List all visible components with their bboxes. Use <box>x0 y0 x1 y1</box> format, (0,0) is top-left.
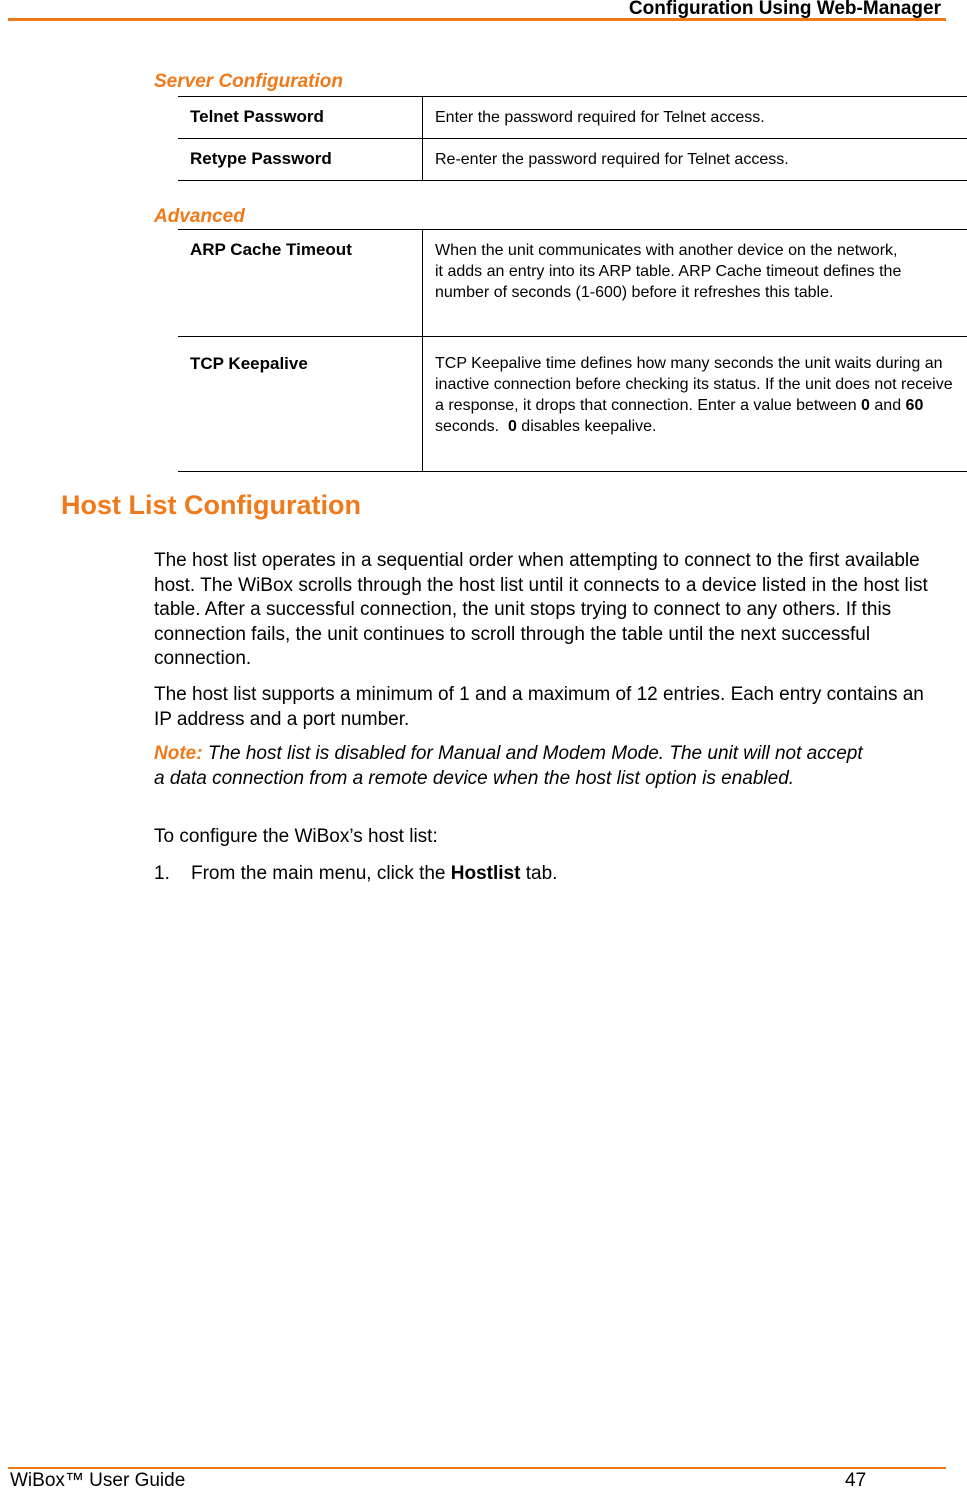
table-row <box>178 337 967 472</box>
table-row <box>178 230 967 337</box>
footer-divider <box>8 1467 946 1469</box>
min-value: 0 <box>861 397 870 414</box>
param-description: When the unit communicates with another device on the network, it adds an entry into its ARP table. ARP Cache timeout defines the number of seconds (1-600) before it refreshes this table. <box>423 230 967 337</box>
disable-value: 0 <box>508 418 517 435</box>
header-divider <box>8 18 946 21</box>
table-row <box>178 97 967 139</box>
page-number: 47 <box>845 1470 866 1492</box>
description-text: TCP Keepalive time defines how many seconds the unit waits during an inactive connection before checking its status. If the unit does not receive a response, it drops that connection. Enter a value between <box>435 355 953 414</box>
host-list-note <box>154 742 874 791</box>
host-list-heading: Host List Configuration <box>61 490 361 521</box>
param-name: ARP Cache Timeout <box>178 230 423 337</box>
page-header-title: Configuration Using Web-Manager <box>629 0 941 20</box>
description-text: seconds. <box>435 397 928 435</box>
note-label: Note: <box>154 743 203 764</box>
footer-guide-title: WiBox™ User Guide <box>10 1470 185 1492</box>
host-list-paragraph-2: The host list supports a minimum of 1 and a maximum of 12 entries. Each entry contains an IP address and a port number. <box>154 683 944 732</box>
param-name: Telnet Password <box>178 97 423 139</box>
step-number: 1. <box>154 862 191 887</box>
max-value: 60 <box>906 397 924 414</box>
param-description <box>423 337 967 472</box>
server-configuration-table <box>178 96 967 181</box>
param-description: Enter the password required for Telnet access. <box>423 97 967 139</box>
step-text: tab. <box>520 863 557 884</box>
description-text: disables keepalive. <box>517 418 657 435</box>
note-text: The host list is disabled for Manual and Modem Mode. The unit will not accept a data connection from a remote device when the host list option is enabled. <box>154 743 863 789</box>
description-text: and <box>870 397 906 414</box>
step-bold-term: Hostlist <box>451 863 521 884</box>
host-list-step-1 <box>154 862 944 887</box>
advanced-heading: Advanced <box>154 206 245 228</box>
param-name: Retype Password <box>178 139 423 181</box>
server-configuration-heading: Server Configuration <box>154 71 343 93</box>
advanced-table <box>178 229 967 472</box>
param-description: Re-enter the password required for Telnet access. <box>423 139 967 181</box>
host-list-paragraph-1: The host list operates in a sequential order when attempting to connect to the first available host. The WiBox scrolls through the host list until it connects to a device listed in the host list table. After a successful connection, the unit stops trying to connect to any others. If this connection fails, the unit continues to scroll through the table until the next successful connection. <box>154 549 944 672</box>
table-row <box>178 139 967 181</box>
param-name: TCP Keepalive <box>178 337 423 472</box>
step-text: From the main menu, click the <box>191 863 451 884</box>
host-list-intro: To configure the WiBox’s host list: <box>154 825 944 850</box>
